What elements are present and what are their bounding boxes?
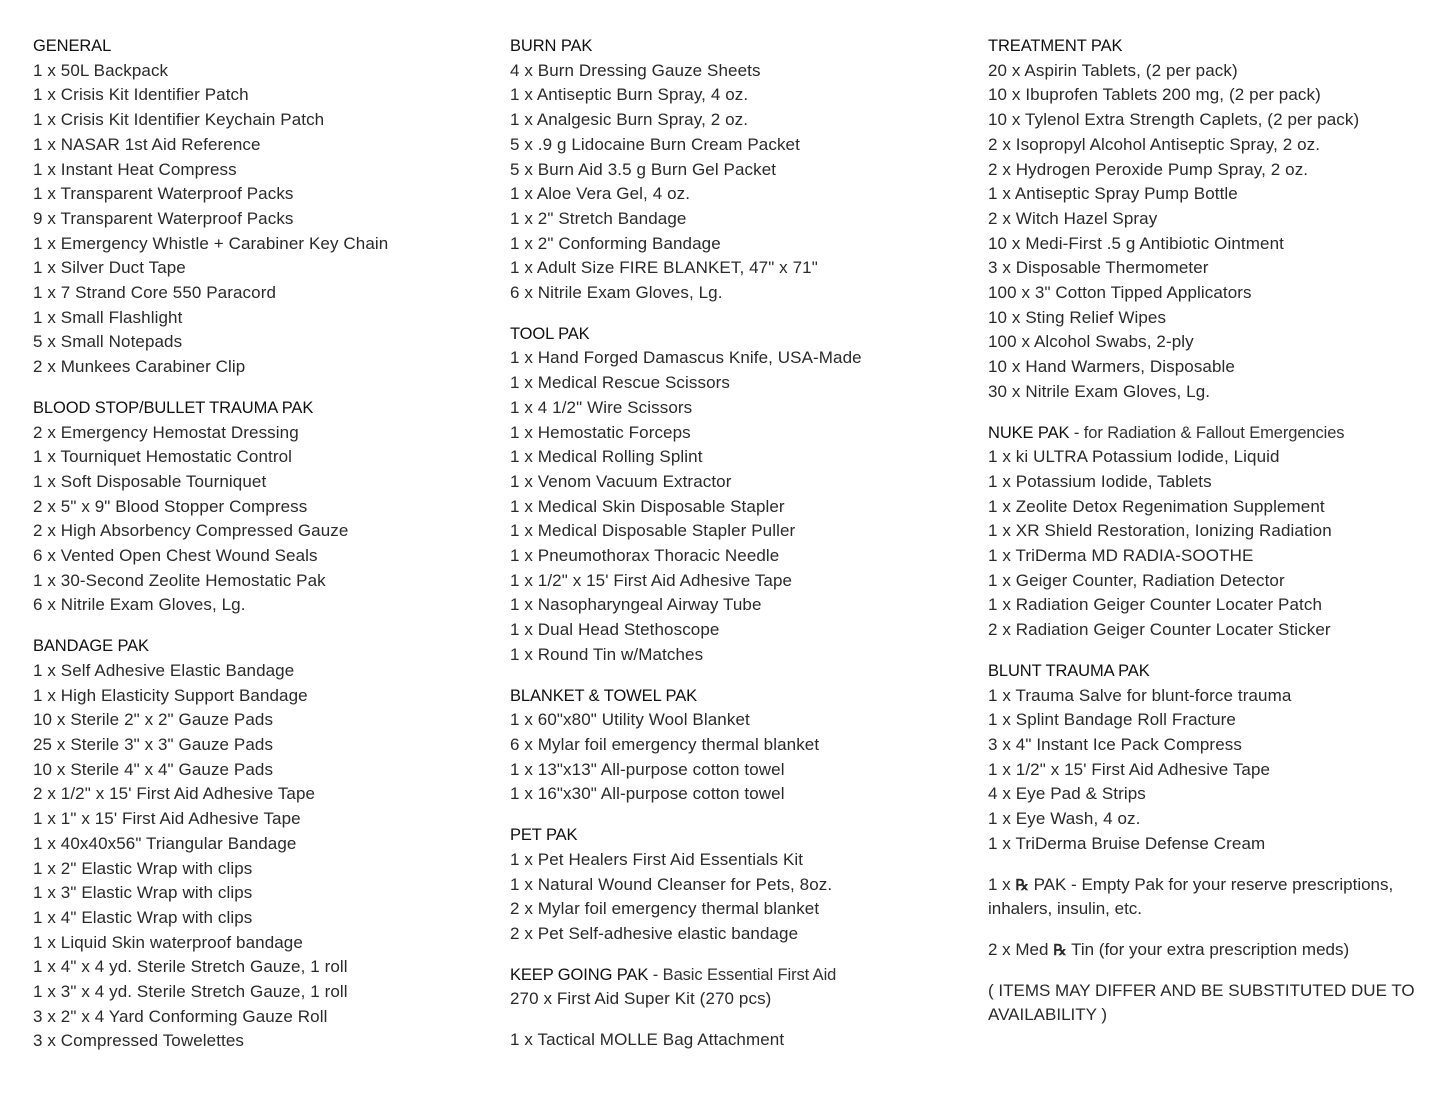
list-item: 10 x Sting Relief Wipes [988, 307, 1167, 327]
section-general [33, 34, 473, 380]
list-item: 10 x Medi-First .5 g Antibiotic Ointment [988, 233, 1284, 253]
list-item: 1 x 1/2" x 15' First Aid Adhesive Tape [510, 570, 793, 590]
list-item: 6 x Mylar foil emergency thermal blanket [510, 734, 820, 754]
section-title-text: BLOOD STOP/BULLET TRAUMA PAK [33, 398, 314, 417]
list-item: 1 x 16"x30" All-purpose cotton towel [510, 784, 785, 804]
list-item: 100 x Alcohol Swabs, 2-ply [988, 332, 1194, 352]
list-item: 1 x 4" Elastic Wrap with clips [33, 907, 253, 927]
list-item: 1 x Pneumothorax Thoracic Needle [510, 546, 780, 566]
list-item: 2 x Isopropyl Alcohol Antiseptic Spray, 2 oz. [988, 134, 1321, 154]
list-item: 1 x Adult Size FIRE BLANKET, 47" x 71" [510, 258, 818, 278]
section-nuke-pak [988, 421, 1418, 643]
list-item: 1 x Aloe Vera Gel, 4 oz. [510, 184, 691, 204]
list-item: 1 x Eye Wash, 4 oz. [988, 809, 1141, 829]
list-item: 10 x Hand Warmers, Disposable [988, 357, 1235, 377]
list-item: 1 x NASAR 1st Aid Reference [33, 134, 261, 154]
list-item: 1 x 50L Backpack [33, 60, 169, 80]
list-item: 10 x Sterile 4" x 4" Gauze Pads [33, 759, 274, 779]
list-item: 2 x Pet Self-adhesive elastic bandage [510, 923, 799, 943]
list-item: 1 x 3" x 4 yd. Sterile Stretch Gauze, 1 roll [33, 982, 348, 1002]
section-title-text: BLUNT TRAUMA PAK [988, 661, 1150, 680]
section-title-text: KEEP GOING PAK [510, 965, 649, 984]
list-item: 5 x Small Notepads [33, 332, 183, 352]
section-title-text: TOOL PAK [510, 324, 590, 343]
list-item: 1 x Potassium Iodide, Tablets [988, 471, 1212, 491]
list-item: 1 x Venom Vacuum Extractor [510, 471, 732, 491]
section-title-text: GENERAL [33, 37, 112, 55]
section-title [510, 322, 950, 347]
section-title-text: BLANKET & TOWEL PAK [510, 686, 698, 705]
list-item: 1 x 3" Elastic Wrap with clips [33, 883, 253, 903]
list-item: 2 x Emergency Hemostat Dressing [33, 422, 299, 442]
section-title [510, 34, 950, 59]
list-item: 10 x Sterile 2" x 2" Gauze Pads [33, 710, 274, 730]
list-item: 1 x Medical Skin Disposable Stapler [510, 496, 785, 516]
list-item: 1 x TriDerma MD RADIA-SOOTHE [988, 546, 1254, 566]
section-title-text: BANDAGE PAK [33, 637, 149, 656]
section-blanket-towel-pak [510, 684, 950, 808]
section-title [988, 421, 1418, 446]
list-item: 9 x Transparent Waterproof Packs [33, 208, 294, 228]
section-title [33, 396, 473, 421]
section-title-text: PET PAK [510, 826, 578, 845]
rx-pak-prefix: 1 x [988, 874, 1016, 894]
list-item: 1 x Medical Rolling Splint [510, 447, 703, 467]
list-item: 1 x Nasopharyngeal Airway Tube [510, 595, 762, 615]
list-item: 10 x Tylenol Extra Strength Caplets, (2 per pack) [988, 110, 1360, 130]
list-item: 2 x Munkees Carabiner Clip [33, 357, 246, 377]
section-title [510, 963, 950, 988]
list-item: 1 x XR Shield Restoration, Ionizing Radiation [988, 521, 1332, 541]
list-item: 1 x High Elasticity Support Bandage [33, 685, 308, 705]
list-item: 6 x Nitrile Exam Gloves, Lg. [33, 595, 246, 615]
list-item: 1 x 1" x 15' First Aid Adhesive Tape [33, 809, 301, 829]
list-item: 1 x Analgesic Burn Spray, 2 oz. [510, 110, 749, 130]
availability-disclaimer: ( ITEMS MAY DIFFER AND BE SUBSTITUTED DUE TO AVAILABILITY ) [988, 980, 1415, 1025]
list-item: 1 x 60"x80" Utility Wool Blanket [510, 710, 750, 730]
section-subtitle: - Basic Essential First Aid [648, 965, 837, 984]
section-title [510, 684, 950, 709]
list-item: 6 x Vented Open Chest Wound Seals [33, 546, 318, 566]
section-blood-stop-bullet-trauma-pak [33, 396, 473, 618]
list-item: 1 x Tactical MOLLE Bag Attachment [510, 1030, 785, 1050]
med-tin-text: Tin (for your extra prescription meds) [1066, 939, 1350, 959]
rx-symbol-icon: ℞ [1053, 940, 1067, 959]
list-item: 3 x 2" x 4 Yard Conforming Gauze Roll [33, 1006, 328, 1026]
list-item: 4 x Eye Pad & Strips [988, 784, 1146, 804]
list-item: 1 x 7 Strand Core 550 Paracord [33, 283, 277, 303]
list-item: 25 x Sterile 3" x 3" Gauze Pads [33, 734, 274, 754]
section-misc [510, 1028, 950, 1053]
list-item: 1 x Hemostatic Forceps [510, 422, 691, 442]
section-title-text: NUKE PAK [988, 423, 1070, 442]
section-title [988, 659, 1418, 684]
list-item: 1 x 13"x13" All-purpose cotton towel [510, 759, 785, 779]
list-item: 2 x Hydrogen Peroxide Pump Spray, 2 oz. [988, 159, 1309, 179]
section-treatment-pak [988, 34, 1418, 405]
list-item: 30 x Nitrile Exam Gloves, Lg. [988, 381, 1211, 401]
section-keep-going-pak [510, 963, 950, 1012]
section-title [988, 34, 1418, 59]
section-blunt-trauma-pak [988, 659, 1418, 857]
list-item: 1 x 40x40x56" Triangular Bandage [33, 833, 297, 853]
rx-symbol-icon: ℞ [1015, 875, 1029, 894]
list-item: 1 x Medical Rescue Scissors [510, 373, 730, 393]
list-item: 3 x Disposable Thermometer [988, 258, 1209, 278]
list-item: 1 x Geiger Counter, Radiation Detector [988, 570, 1285, 590]
list-item: 1 x 4 1/2" Wire Scissors [510, 397, 693, 417]
list-item: 1 x Small Flashlight [33, 307, 183, 327]
list-item: 1 x Medical Disposable Stapler Puller [510, 521, 796, 541]
list-item: 1 x Silver Duct Tape [33, 258, 186, 278]
list-item: 1 x Instant Heat Compress [33, 159, 237, 179]
section-title-text: TREATMENT PAK [988, 37, 1123, 55]
list-item: 1 x Radiation Geiger Counter Locater Patch [988, 595, 1322, 615]
list-item: 6 x Nitrile Exam Gloves, Lg. [510, 283, 723, 303]
list-item: 1 x Antiseptic Burn Spray, 4 oz. [510, 85, 749, 105]
list-item: 1 x TriDerma Bruise Defense Cream [988, 833, 1266, 853]
column-left [33, 34, 473, 1070]
column-middle [510, 34, 950, 1069]
list-item: 1 x Soft Disposable Tourniquet [33, 471, 267, 491]
med-tin-note [988, 938, 1418, 963]
section-pet-pak [510, 823, 950, 947]
list-item: 1 x Hand Forged Damascus Knife, USA-Made [510, 348, 862, 368]
list-item: 2 x High Absorbency Compressed Gauze [33, 521, 349, 541]
rx-pak-text: PAK - Empty Pak for your reserve prescriptions, inhalers, insulin, etc. [988, 874, 1394, 919]
list-item: 1 x 1/2" x 15' First Aid Adhesive Tape [988, 759, 1271, 779]
list-item: 1 x Self Adhesive Elastic Bandage [33, 660, 295, 680]
list-item: 10 x Ibuprofen Tablets 200 mg, (2 per pack) [988, 85, 1321, 105]
list-item: 1 x Natural Wound Cleanser for Pets, 8oz. [510, 874, 833, 894]
section-title-text: BURN PAK [510, 37, 593, 55]
list-item: 1 x Round Tin w/Matches [510, 644, 704, 664]
list-item: 20 x Aspirin Tablets, (2 per pack) [988, 60, 1238, 80]
list-item: 1 x Transparent Waterproof Packs [33, 184, 294, 204]
list-item: 2 x Radiation Geiger Counter Locater Sticker [988, 620, 1331, 640]
list-item: 5 x .9 g Lidocaine Burn Cream Packet [510, 134, 800, 154]
list-item: 100 x 3" Cotton Tipped Applicators [988, 283, 1252, 303]
list-item: 1 x 2" Conforming Bandage [510, 233, 721, 253]
list-item: 1 x Liquid Skin waterproof bandage [33, 932, 303, 952]
list-item: 3 x 4" Instant Ice Pack Compress [988, 734, 1242, 754]
column-right-sections [988, 34, 1418, 857]
list-item: 2 x 1/2" x 15' First Aid Adhesive Tape [33, 784, 316, 804]
section-title [33, 34, 473, 59]
list-item: 1 x Emergency Whistle + Carabiner Key Chain [33, 233, 389, 253]
section-tool-pak [510, 322, 950, 668]
list-item: 1 x Crisis Kit Identifier Patch [33, 85, 249, 105]
list-item: 1 x 2" Elastic Wrap with clips [33, 858, 253, 878]
list-item: 1 x 30-Second Zeolite Hemostatic Pak [33, 570, 326, 590]
list-item: 1 x Dual Head Stethoscope [510, 620, 720, 640]
section-title [510, 823, 950, 848]
list-item: 1 x ki ULTRA Potassium Iodide, Liquid [988, 447, 1280, 467]
list-item: 1 x Tourniquet Hemostatic Control [33, 447, 293, 467]
section-title [33, 634, 473, 659]
med-tin-prefix: 2 x Med [988, 939, 1054, 959]
column-right [988, 34, 1418, 1044]
list-item: 1 x Splint Bandage Roll Fracture [988, 710, 1236, 730]
list-item: 1 x Crisis Kit Identifier Keychain Patch [33, 110, 325, 130]
list-item: 3 x Compressed Towelettes [33, 1031, 245, 1051]
list-item: 4 x Burn Dressing Gauze Sheets [510, 60, 761, 80]
list-item: 1 x Trauma Salve for blunt-force trauma [988, 685, 1292, 705]
rx-pak-note [988, 873, 1418, 922]
list-item: 1 x 2" Stretch Bandage [510, 208, 687, 228]
list-item: 1 x Pet Healers First Aid Essentials Kit [510, 849, 804, 869]
list-item: 2 x Witch Hazel Spray [988, 208, 1158, 228]
list-item: 1 x Zeolite Detox Regenimation Supplement [988, 496, 1325, 516]
list-item: 1 x Antiseptic Spray Pump Bottle [988, 184, 1238, 204]
list-item: 2 x 5" x 9" Blood Stopper Compress [33, 496, 308, 516]
section-subtitle: - for Radiation & Fallout Emergencies [1069, 423, 1345, 442]
section-burn-pak [510, 34, 950, 306]
list-item: 5 x Burn Aid 3.5 g Burn Gel Packet [510, 159, 777, 179]
section-bandage-pak [33, 634, 473, 1054]
list-item: 270 x First Aid Super Kit (270 pcs) [510, 989, 772, 1009]
list-item: 2 x Mylar foil emergency thermal blanket [510, 899, 820, 919]
list-item: 1 x 4" x 4 yd. Sterile Stretch Gauze, 1 roll [33, 957, 348, 977]
